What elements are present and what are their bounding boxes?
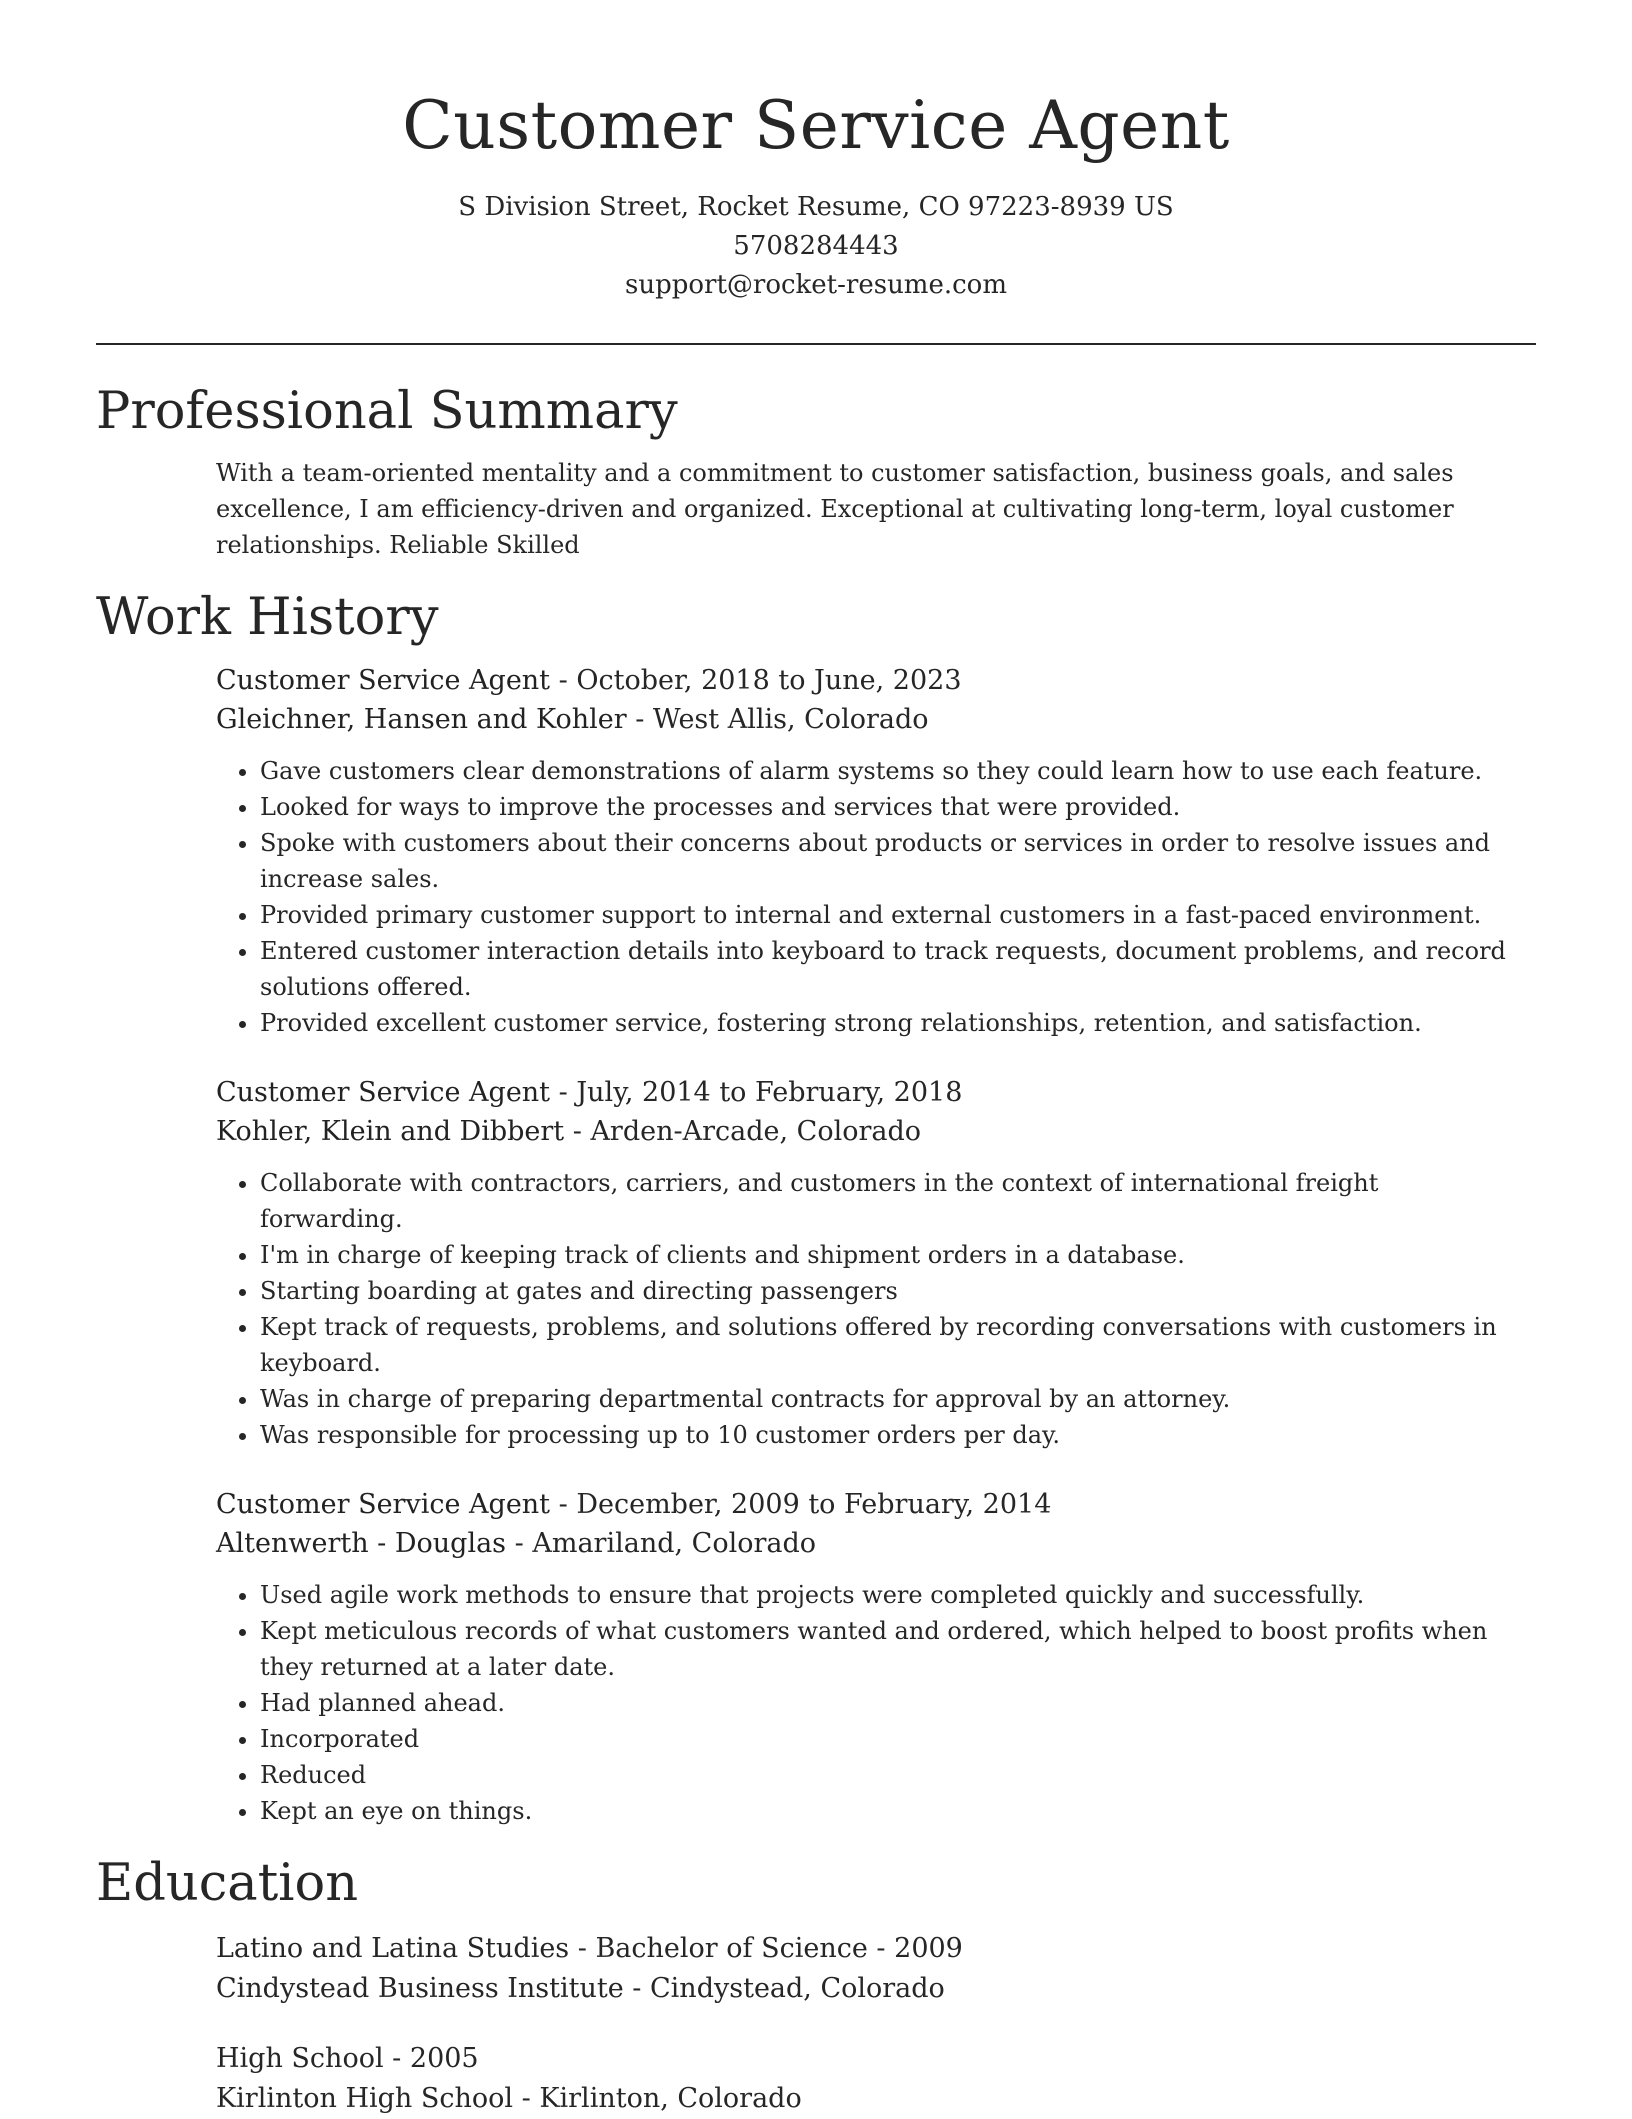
education-location: Kirlinton, Colorado bbox=[539, 2083, 802, 2114]
education-entry bbox=[216, 1929, 1524, 2009]
job-separator: - bbox=[550, 1489, 577, 1520]
job-company: Altenwerth - Douglas bbox=[216, 1528, 507, 1559]
education-heading: Education bbox=[96, 1854, 359, 1913]
education-school: Kirlinton High School bbox=[216, 2083, 514, 2114]
education-degree: Bachelor of Science bbox=[595, 1933, 868, 1964]
job-bullet: • Spoke with customers about their concerns about products or services in order to resolve issues and increase sales. bbox=[260, 825, 1524, 897]
job-title-line bbox=[216, 661, 1524, 700]
job-company-line bbox=[216, 1112, 1524, 1151]
education-section bbox=[96, 1853, 1536, 2119]
job-title: Customer Service Agent bbox=[216, 665, 551, 696]
education-school-line bbox=[216, 1969, 1524, 2009]
job-entry bbox=[216, 1073, 1524, 1453]
job-separator: - bbox=[550, 665, 577, 696]
job-separator: - bbox=[550, 1077, 577, 1108]
job-title-line bbox=[216, 1073, 1524, 1112]
education-school-line bbox=[216, 2079, 1524, 2119]
candidate-name: Customer Service Agent bbox=[402, 87, 1230, 164]
education-school: Cindystead Business Institute bbox=[216, 1973, 624, 2004]
job-bullet: • Had planned ahead. bbox=[260, 1685, 1524, 1721]
job-separator: - bbox=[626, 704, 653, 735]
job-separator: - bbox=[564, 1116, 591, 1147]
summary-heading: Professional Summary bbox=[96, 382, 678, 441]
education-year: 2005 bbox=[409, 2043, 479, 2074]
job-bullet: • Used agile work methods to ensure that projects were completed quickly and successfully. bbox=[260, 1577, 1524, 1613]
job-bullet: • Kept track of requests, problems, and solutions offered by recording conversations with customers in keyboard. bbox=[260, 1309, 1524, 1381]
resume-page bbox=[96, 0, 1536, 2119]
job-dates: December, 2009 to February, 2014 bbox=[576, 1489, 1052, 1520]
job-entry bbox=[216, 661, 1524, 1041]
job-separator: - bbox=[506, 1528, 533, 1559]
job-dates: October, 2018 to June, 2023 bbox=[576, 665, 962, 696]
job-bullets bbox=[216, 1577, 1524, 1829]
contact-address: S Division Street, Rocket Resume, CO 97223-8939 US bbox=[458, 192, 1174, 222]
job-title-line bbox=[216, 1485, 1524, 1524]
education-separator: - bbox=[867, 1933, 895, 1964]
job-title: Customer Service Agent bbox=[216, 1489, 551, 1520]
education-entry bbox=[216, 2039, 1524, 2119]
education-separator: - bbox=[383, 2043, 410, 2074]
summary-section bbox=[96, 381, 1536, 563]
job-company: Kohler, Klein and Dibbert bbox=[216, 1116, 565, 1147]
job-location: Amariland, Colorado bbox=[532, 1528, 817, 1559]
education-separator: - bbox=[623, 1973, 651, 2004]
job-company-line bbox=[216, 700, 1524, 739]
job-bullet: • Kept an eye on things. bbox=[260, 1793, 1524, 1829]
job-bullet: • Provided primary customer support to internal and external customers in a fast-paced environment. bbox=[260, 897, 1524, 933]
job-company: Gleichner, Hansen and Kohler bbox=[216, 704, 627, 735]
job-location: West Allis, Colorado bbox=[652, 704, 929, 735]
job-bullet: • Gave customers clear demonstrations of alarm systems so they could learn how to use each feature. bbox=[260, 753, 1524, 789]
job-bullet: • Looked for ways to improve the processes and services that were provided. bbox=[260, 789, 1524, 825]
summary-text: With a team-oriented mentality and a commitment to customer satisfaction, business goals, and sales excellence, I am efficiency-driven and organized. Exceptional at cultivating long-term, loyal customer relationships. Reliable Skilled bbox=[216, 459, 1454, 559]
job-bullet: • Starting boarding at gates and directing passengers bbox=[260, 1273, 1524, 1309]
work-history-section bbox=[96, 587, 1536, 1829]
job-bullet: • Was in charge of preparing departmental contracts for approval by an attorney. bbox=[260, 1381, 1524, 1417]
job-bullet: • Was responsible for processing up to 10 customer orders per day. bbox=[260, 1417, 1524, 1453]
job-title: Customer Service Agent bbox=[216, 1077, 551, 1108]
job-bullet: • Kept meticulous records of what customers wanted and ordered, which helped to boost profits when they returned at a later date. bbox=[260, 1613, 1524, 1685]
job-bullet: • Provided excellent customer service, fostering strong relationships, retention, and satisfaction. bbox=[260, 1005, 1524, 1041]
education-degree-line bbox=[216, 1929, 1524, 1969]
job-bullet: • Incorporated bbox=[260, 1721, 1524, 1757]
education-degree-line bbox=[216, 2039, 1524, 2079]
education-field: Latino and Latina Studies bbox=[216, 1933, 570, 1964]
contact-phone: 5708284443 bbox=[733, 231, 899, 261]
resume-header bbox=[96, 0, 1536, 305]
education-field: High School bbox=[216, 2043, 384, 2074]
education-separator: - bbox=[569, 1933, 596, 1964]
job-bullets bbox=[216, 753, 1524, 1041]
contact-block bbox=[96, 188, 1536, 305]
job-bullet: • Entered customer interaction details into keyboard to track requests, document problems, and record solutions offered. bbox=[260, 933, 1524, 1005]
header-divider bbox=[96, 343, 1536, 345]
job-bullet: • Collaborate with contractors, carriers, and customers in the context of international freight forwarding. bbox=[260, 1165, 1524, 1237]
work-history-heading: Work History bbox=[96, 588, 439, 647]
job-dates: July, 2014 to February, 2018 bbox=[576, 1077, 963, 1108]
job-bullet: • Reduced bbox=[260, 1757, 1524, 1793]
education-year: 2009 bbox=[894, 1933, 963, 1964]
education-separator: - bbox=[513, 2083, 540, 2114]
job-location: Arden-Arcade, Colorado bbox=[590, 1116, 922, 1147]
job-company-line bbox=[216, 1524, 1524, 1563]
education-location: Cindystead, Colorado bbox=[650, 1973, 945, 2004]
job-bullet: • I'm in charge of keeping track of clients and shipment orders in a database. bbox=[260, 1237, 1524, 1273]
contact-email: support@rocket-resume.com bbox=[624, 270, 1007, 300]
job-bullets bbox=[216, 1165, 1524, 1453]
job-entry bbox=[216, 1485, 1524, 1829]
